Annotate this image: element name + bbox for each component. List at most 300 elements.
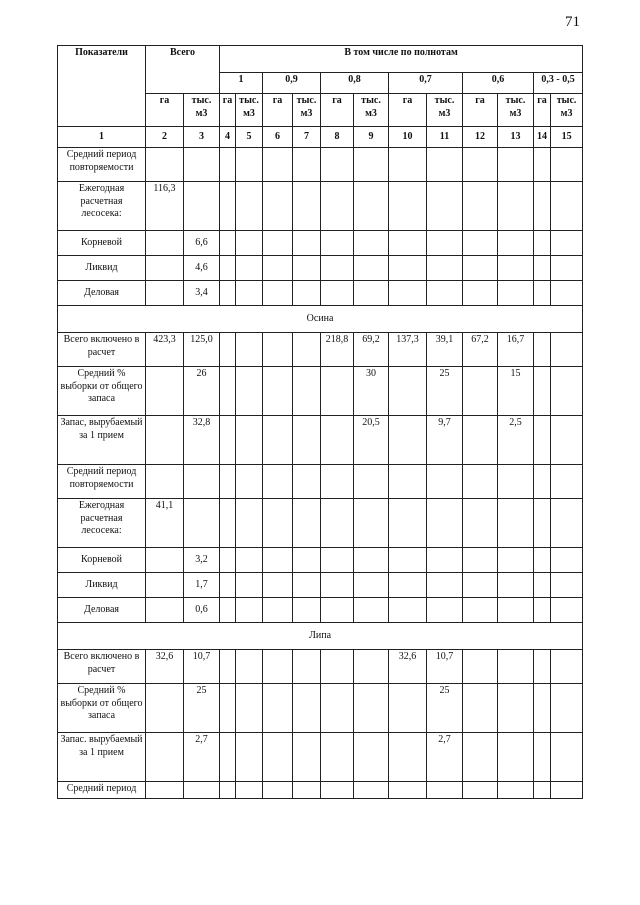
table-cell	[220, 367, 236, 416]
table-cell	[463, 231, 498, 256]
column-number: 7	[293, 127, 321, 148]
table-cell	[236, 598, 263, 623]
header-density: 0,9	[263, 73, 321, 94]
table-cell	[389, 573, 427, 598]
table-cell	[321, 733, 354, 782]
table-cell	[263, 733, 293, 782]
table-cell	[498, 281, 534, 306]
row-label: Ликвид	[58, 256, 146, 281]
table-cell: 26	[184, 367, 220, 416]
table-row	[58, 684, 583, 733]
table-cell	[534, 256, 551, 281]
table-cell	[551, 231, 583, 256]
unit-ha: га	[534, 94, 551, 127]
table-cell	[551, 148, 583, 182]
table-cell	[463, 650, 498, 684]
table-cell: 2,7	[427, 733, 463, 782]
table-cell	[236, 281, 263, 306]
table-cell	[220, 733, 236, 782]
table-cell	[551, 499, 583, 548]
table-cell	[498, 598, 534, 623]
table-cell	[534, 782, 551, 799]
table-cell	[354, 684, 389, 733]
table-cell: 6,6	[184, 231, 220, 256]
table-cell	[534, 548, 551, 573]
table-row	[58, 733, 583, 782]
table-cell: 25	[427, 684, 463, 733]
table-cell	[293, 548, 321, 573]
table-cell	[293, 256, 321, 281]
table-cell	[498, 782, 534, 799]
table-cell	[389, 733, 427, 782]
header-row-1	[58, 46, 583, 73]
table-cell	[534, 148, 551, 182]
table-cell	[236, 684, 263, 733]
table-cell	[293, 182, 321, 231]
table-cell	[551, 256, 583, 281]
unit-thousand-m3: тыс. м3	[236, 94, 263, 127]
table-cell	[498, 148, 534, 182]
table-cell	[389, 465, 427, 499]
table-row	[58, 650, 583, 684]
unit-ha: га	[463, 94, 498, 127]
table-cell	[146, 465, 184, 499]
table-cell: 10,7	[427, 650, 463, 684]
table-cell	[551, 333, 583, 367]
table-cell	[321, 367, 354, 416]
table-cell: 67,2	[463, 333, 498, 367]
table-cell	[498, 650, 534, 684]
table-cell	[389, 281, 427, 306]
table-row	[58, 182, 583, 231]
table-cell	[463, 598, 498, 623]
unit-thousand-m3: тыс. м3	[354, 94, 389, 127]
table-cell	[463, 573, 498, 598]
table-row	[58, 499, 583, 548]
forest-cut-table	[57, 45, 583, 799]
table-cell	[551, 684, 583, 733]
table-cell	[534, 281, 551, 306]
table-cell	[263, 684, 293, 733]
table-cell	[184, 182, 220, 231]
table-cell	[321, 256, 354, 281]
table-cell	[551, 650, 583, 684]
table-cell	[263, 782, 293, 799]
table-cell: 20,5	[354, 416, 389, 465]
table-cell	[534, 598, 551, 623]
row-label: Запас, вырубаемый за 1 прием	[58, 416, 146, 465]
table-cell	[389, 231, 427, 256]
table-cell	[293, 281, 321, 306]
table-cell	[146, 231, 184, 256]
table-cell	[463, 465, 498, 499]
table-cell	[551, 367, 583, 416]
row-label: Корневой	[58, 548, 146, 573]
table-cell	[551, 573, 583, 598]
table-cell	[427, 281, 463, 306]
table-cell	[184, 148, 220, 182]
table-cell	[427, 573, 463, 598]
table-cell	[220, 650, 236, 684]
table-cell	[220, 465, 236, 499]
table-cell	[321, 499, 354, 548]
row-label: Средний % выборки от общего запаса	[58, 367, 146, 416]
table-cell	[146, 684, 184, 733]
section-label: Осина	[58, 306, 583, 333]
table-cell: 30	[354, 367, 389, 416]
column-number: 10	[389, 127, 427, 148]
table-cell	[263, 465, 293, 499]
unit-thousand-m3: тыс. м3	[551, 94, 583, 127]
table-cell	[463, 499, 498, 548]
table-cell	[498, 573, 534, 598]
table-cell	[236, 333, 263, 367]
table-cell	[427, 231, 463, 256]
table-cell	[427, 465, 463, 499]
table-cell	[354, 782, 389, 799]
table-cell	[321, 281, 354, 306]
table-cell	[427, 598, 463, 623]
table-cell: 116,3	[146, 182, 184, 231]
column-number: 4	[220, 127, 236, 148]
table-cell: 137,3	[389, 333, 427, 367]
table-cell	[236, 573, 263, 598]
table-cell	[263, 367, 293, 416]
table-cell	[551, 465, 583, 499]
table-cell	[427, 782, 463, 799]
table-cell	[463, 256, 498, 281]
table-cell	[389, 148, 427, 182]
table-cell	[551, 416, 583, 465]
table-cell	[184, 782, 220, 799]
table-cell	[293, 231, 321, 256]
table-cell	[498, 256, 534, 281]
unit-thousand-m3: тыс. м3	[184, 94, 220, 127]
table-cell	[293, 465, 321, 499]
table-cell: 69,2	[354, 333, 389, 367]
header-total: Всего	[146, 46, 220, 94]
table-cell	[534, 416, 551, 465]
table-cell	[534, 684, 551, 733]
table-cell	[146, 367, 184, 416]
row-label: Средний период	[58, 782, 146, 799]
row-label: Ликвид	[58, 573, 146, 598]
header-by-density: В том числе по полнотам	[220, 46, 583, 73]
table-cell: 25	[427, 367, 463, 416]
unit-ha: га	[389, 94, 427, 127]
table-cell	[354, 548, 389, 573]
table-cell	[534, 465, 551, 499]
table-cell	[263, 650, 293, 684]
table-cell	[463, 733, 498, 782]
table-row	[58, 416, 583, 465]
table-cell	[236, 782, 263, 799]
table-cell	[321, 416, 354, 465]
section-row	[58, 623, 583, 650]
unit-ha: га	[263, 94, 293, 127]
row-label: Корневой	[58, 231, 146, 256]
table-cell	[498, 465, 534, 499]
table-cell	[236, 182, 263, 231]
row-label: Всего включено в расчет	[58, 333, 146, 367]
table-cell	[427, 548, 463, 573]
table-row	[58, 367, 583, 416]
table-row	[58, 598, 583, 623]
column-number: 14	[534, 127, 551, 148]
table-cell	[293, 499, 321, 548]
table-cell	[236, 499, 263, 548]
table-cell: 4,6	[184, 256, 220, 281]
table-cell	[146, 573, 184, 598]
table-cell	[293, 782, 321, 799]
table-cell	[498, 684, 534, 733]
row-label: Средний % выборки от общего запаса	[58, 684, 146, 733]
table-cell	[293, 333, 321, 367]
unit-thousand-m3: тыс. м3	[427, 94, 463, 127]
table-cell: 32,6	[389, 650, 427, 684]
table-cell: 41,1	[146, 499, 184, 548]
table-cell: 15	[498, 367, 534, 416]
table-cell	[220, 782, 236, 799]
table-cell: 32,8	[184, 416, 220, 465]
table-cell	[463, 148, 498, 182]
unit-thousand-m3: тыс. м3	[498, 94, 534, 127]
table-cell	[321, 573, 354, 598]
table-cell	[389, 499, 427, 548]
column-number: 3	[184, 127, 220, 148]
table-cell: 25	[184, 684, 220, 733]
table-cell	[146, 256, 184, 281]
table-cell	[263, 548, 293, 573]
unit-ha: га	[146, 94, 184, 127]
table-cell	[354, 281, 389, 306]
table-cell	[534, 231, 551, 256]
table-cell: 16,7	[498, 333, 534, 367]
table-cell	[389, 367, 427, 416]
header-density: 0,7	[389, 73, 463, 94]
table-cell	[220, 148, 236, 182]
table-row	[58, 333, 583, 367]
unit-ha: га	[220, 94, 236, 127]
table-cell	[321, 231, 354, 256]
table-cell	[293, 598, 321, 623]
table-cell	[354, 182, 389, 231]
table-cell	[354, 231, 389, 256]
table-cell	[321, 148, 354, 182]
table-cell	[263, 182, 293, 231]
table-cell	[236, 465, 263, 499]
row-label: Ежегодная расчетная лесосека:	[58, 499, 146, 548]
column-number: 13	[498, 127, 534, 148]
table-cell	[146, 416, 184, 465]
table-cell: 218,8	[321, 333, 354, 367]
table-cell: 2,7	[184, 733, 220, 782]
table-cell	[389, 416, 427, 465]
table-cell	[220, 231, 236, 256]
table-cell: 1,7	[184, 573, 220, 598]
row-label: Деловая	[58, 598, 146, 623]
table-cell	[321, 650, 354, 684]
table-cell	[293, 684, 321, 733]
table-cell	[427, 148, 463, 182]
column-number: 9	[354, 127, 389, 148]
table-cell	[293, 367, 321, 416]
table-cell	[263, 573, 293, 598]
table-cell	[551, 733, 583, 782]
table-cell: 2,5	[498, 416, 534, 465]
table-cell: 0,6	[184, 598, 220, 623]
table-cell	[220, 684, 236, 733]
header-density: 1	[220, 73, 263, 94]
column-number: 6	[263, 127, 293, 148]
table-cell	[220, 182, 236, 231]
table-row	[58, 256, 583, 281]
table-cell	[146, 598, 184, 623]
table-cell	[263, 231, 293, 256]
table-cell	[236, 367, 263, 416]
table-cell	[220, 416, 236, 465]
table-cell	[498, 499, 534, 548]
table-cell	[293, 416, 321, 465]
table-cell	[236, 416, 263, 465]
table-cell	[263, 416, 293, 465]
table-cell	[389, 182, 427, 231]
column-number: 2	[146, 127, 184, 148]
table-cell: 39,1	[427, 333, 463, 367]
table-cell	[463, 684, 498, 733]
table-cell	[551, 782, 583, 799]
table-cell	[354, 573, 389, 598]
table-cell	[534, 499, 551, 548]
table-cell	[534, 367, 551, 416]
table-row	[58, 573, 583, 598]
table-row	[58, 148, 583, 182]
table-cell	[236, 256, 263, 281]
table-cell	[263, 333, 293, 367]
table-cell: 3,4	[184, 281, 220, 306]
table-cell	[354, 598, 389, 623]
table-cell	[534, 573, 551, 598]
table-cell	[389, 256, 427, 281]
header-density: 0,3 - 0,5	[534, 73, 583, 94]
table-row	[58, 281, 583, 306]
table-cell	[263, 598, 293, 623]
column-number: 5	[236, 127, 263, 148]
header-row-column-numbers	[58, 127, 583, 148]
table-cell	[220, 598, 236, 623]
table-cell	[551, 598, 583, 623]
row-label: Ежегодная расчетная лесосека:	[58, 182, 146, 231]
table-cell	[263, 499, 293, 548]
table-cell	[389, 598, 427, 623]
table-cell	[463, 548, 498, 573]
table-cell: 423,3	[146, 333, 184, 367]
table-cell	[236, 548, 263, 573]
table-cell	[498, 548, 534, 573]
column-number: 11	[427, 127, 463, 148]
page-number: 71	[565, 14, 580, 30]
table-cell	[236, 231, 263, 256]
column-number: 15	[551, 127, 583, 148]
table-cell	[184, 499, 220, 548]
table-cell	[321, 782, 354, 799]
row-label: Средний период повторяемости	[58, 465, 146, 499]
column-number: 12	[463, 127, 498, 148]
table-cell	[321, 548, 354, 573]
unit-thousand-m3: тыс. м3	[293, 94, 321, 127]
section-label: Липа	[58, 623, 583, 650]
table-cell	[498, 231, 534, 256]
table-cell: 125,0	[184, 333, 220, 367]
table-cell	[354, 465, 389, 499]
table-cell	[321, 465, 354, 499]
table-cell	[354, 733, 389, 782]
table-cell	[534, 182, 551, 231]
table-cell	[427, 256, 463, 281]
table-cell	[321, 598, 354, 623]
column-number: 1	[58, 127, 146, 148]
table-cell	[220, 499, 236, 548]
row-label: Средний период повторяемости	[58, 148, 146, 182]
table-cell	[263, 281, 293, 306]
table-cell	[551, 281, 583, 306]
header-density: 0,8	[321, 73, 389, 94]
row-label: Деловая	[58, 281, 146, 306]
table-cell: 32,6	[146, 650, 184, 684]
table-cell: 9,7	[427, 416, 463, 465]
table-cell	[427, 182, 463, 231]
table-cell	[354, 256, 389, 281]
header-indicators: Показатели	[58, 46, 146, 127]
table-cell	[354, 499, 389, 548]
table-cell: 3,2	[184, 548, 220, 573]
table-cell	[220, 256, 236, 281]
table-cell	[389, 782, 427, 799]
unit-ha: га	[321, 94, 354, 127]
table-cell	[263, 148, 293, 182]
table-cell	[263, 256, 293, 281]
table-cell	[463, 281, 498, 306]
table-cell	[463, 416, 498, 465]
table-cell	[498, 182, 534, 231]
table-cell	[389, 548, 427, 573]
column-number: 8	[321, 127, 354, 148]
table-cell	[236, 650, 263, 684]
table-cell	[534, 650, 551, 684]
table-row	[58, 548, 583, 573]
row-label: Всего включено в расчет	[58, 650, 146, 684]
table-cell	[146, 281, 184, 306]
table-row	[58, 465, 583, 499]
table-cell	[146, 782, 184, 799]
table-cell	[293, 148, 321, 182]
section-row	[58, 306, 583, 333]
table-cell	[534, 333, 551, 367]
table-cell: 10,7	[184, 650, 220, 684]
row-label: Запас. вырубаемый за 1 прием	[58, 733, 146, 782]
table-cell	[146, 733, 184, 782]
table-cell	[354, 148, 389, 182]
table-cell	[498, 733, 534, 782]
table-cell	[293, 733, 321, 782]
table-row	[58, 782, 583, 799]
table-cell	[463, 367, 498, 416]
table-cell	[220, 548, 236, 573]
table-cell	[220, 281, 236, 306]
header-density: 0,6	[463, 73, 534, 94]
table-cell	[220, 333, 236, 367]
table-cell	[236, 148, 263, 182]
